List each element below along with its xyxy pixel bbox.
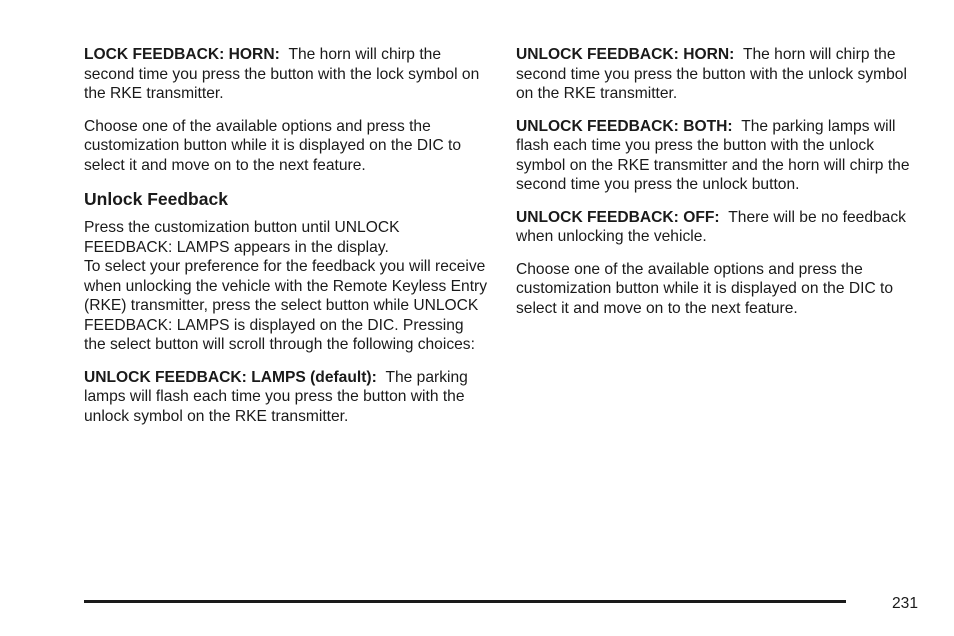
unlock-feedback-lamps-paragraph [84,368,488,427]
left-column [84,45,488,439]
unlock-feedback-horn-text: The horn will chirp the second time you press the button with the unlock symbol on the RKE transmitter. [516,46,907,102]
footer-rule [84,600,846,603]
unlock-feedback-both-term: UNLOCK FEEDBACK: BOTH: [516,117,733,135]
choose-option-paragraph-right: Choose one of the available options and press the customization button while it is displayed on the DIC to select it and move on to the next feature. [516,260,894,317]
unlock-feedback-horn-term: UNLOCK FEEDBACK: HORN: [516,46,735,63]
select-preference-paragraph: To select your preference for the feedback you will receive when unlocking the vehicle with the Remote Keyless Entry (RKE) transmitter, press the select button while UNLOCK FEEDBACK: LAMPS is displayed on the DIC. Pressing the select button will scroll through the following choices: [84,258,488,353]
unlock-feedback-lamps-term: UNLOCK FEEDBACK: LAMPS (default): [84,368,377,386]
choose-option-paragraph-left: Choose one of the available options and press the customization button while it is displayed on the DIC to select it and move on to the next feature. [84,117,462,174]
lock-feedback-horn-text: The horn will chirp the second time you press the button with the lock symbol on the RKE transmitter. [84,46,480,102]
lock-feedback-horn-paragraph [84,45,488,104]
unlock-feedback-off-text: There will be no feedback when unlocking the vehicle. [516,208,906,245]
unlock-feedback-both-text: The parking lamps will flash each time you press the button with the unlock symbol on the RKE transmitter and the horn will chirp the second time you press the unlock button. [516,117,910,193]
unlock-feedback-heading: Unlock Feedback [84,189,228,209]
unlock-feedback-both-paragraph [516,117,920,195]
unlock-feedback-off-paragraph [516,208,920,247]
page-number: 231 [891,595,918,612]
unlock-feedback-horn-paragraph [516,45,920,104]
right-column [516,45,920,331]
press-customization-paragraph: Press the customization button until UNLOCK FEEDBACK: LAMPS appears in the display. [84,219,400,256]
unlock-feedback-off-term: UNLOCK FEEDBACK: OFF: [516,208,720,226]
unlock-feedback-lamps-text: The parking lamps will flash each time you press the button with the unlock symbol on the RKE transmitter. [84,368,468,425]
lock-feedback-horn-term: LOCK FEEDBACK: HORN: [84,46,280,63]
